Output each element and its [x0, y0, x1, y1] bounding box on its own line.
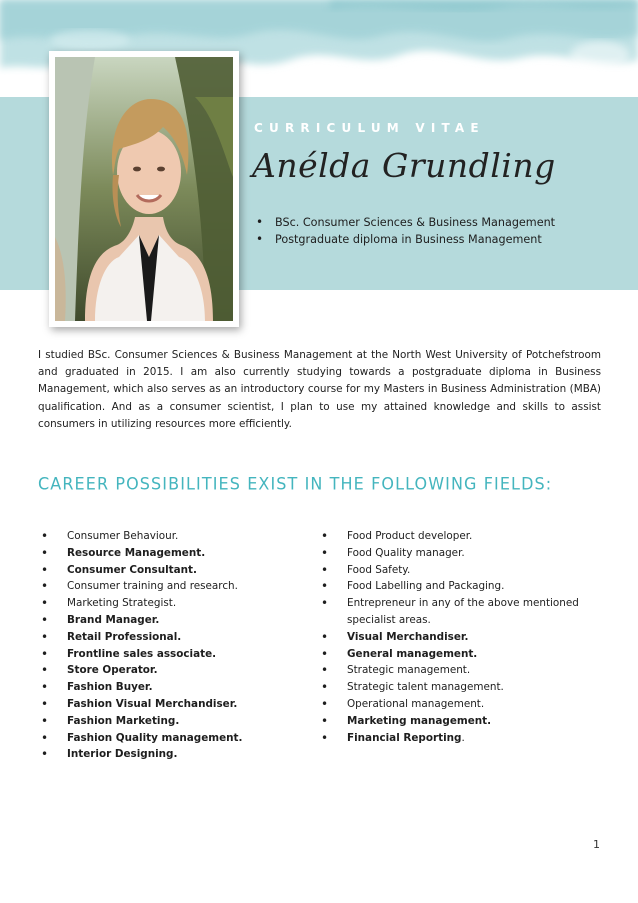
- career-item-label: Operational management.: [347, 697, 485, 710]
- career-item: [41, 612, 311, 629]
- career-item: [321, 629, 581, 646]
- profile-photo: [55, 57, 233, 321]
- career-item-label: Interior Designing.: [67, 748, 178, 761]
- career-item-label: Store Operator.: [67, 664, 158, 677]
- career-list-left: [41, 528, 311, 763]
- career-item-label: Fashion Visual Merchandiser.: [67, 697, 238, 710]
- careers-heading: CAREER POSSIBILITIES EXIST IN THE FOLLOWING FIELDS:: [38, 473, 553, 494]
- career-list-right: [321, 528, 581, 746]
- degree-item: • BSc. Consumer Sciences & Business Management: [256, 214, 555, 231]
- career-item: [321, 578, 581, 595]
- career-item: [41, 696, 311, 713]
- career-item: [321, 662, 581, 679]
- career-item: [41, 679, 311, 696]
- career-item-label: Brand Manager.: [67, 613, 160, 626]
- cv-label: CURRICULUM VITAE: [254, 121, 485, 135]
- career-item-label: Fashion Buyer.: [67, 681, 153, 694]
- degree-list: [256, 214, 555, 248]
- career-item-label: General management.: [347, 647, 478, 660]
- career-item-label: Financial Reporting: [347, 731, 462, 744]
- career-item: [321, 679, 581, 696]
- career-item: [321, 545, 581, 562]
- career-item-label: Consumer Behaviour.: [67, 530, 179, 542]
- career-item-label: Fashion Quality management.: [67, 731, 243, 744]
- career-item-label: Fashion Marketing.: [67, 714, 180, 727]
- career-item-label: Consumer training and research.: [67, 580, 238, 593]
- page-number: 1: [593, 838, 600, 851]
- career-item-label: Strategic talent management.: [347, 681, 504, 694]
- career-item-label: Food Labelling and Packaging.: [347, 580, 505, 593]
- career-item: [41, 730, 311, 747]
- career-item-label: Food Quality manager.: [347, 546, 465, 559]
- career-item: [41, 746, 311, 763]
- career-item: [41, 578, 311, 595]
- career-item-label: Retail Professional.: [67, 630, 182, 643]
- career-item: [41, 713, 311, 730]
- career-item-label: Marketing management.: [347, 714, 492, 727]
- career-item: [321, 696, 581, 713]
- career-item-suffix: .: [461, 731, 465, 744]
- career-item: [41, 528, 311, 545]
- degree-item: • Postgraduate diploma in Business Management: [256, 231, 555, 248]
- career-item: [321, 713, 581, 730]
- career-item-label: Food Product developer.: [347, 530, 473, 542]
- career-item: [41, 545, 311, 562]
- career-item: [321, 646, 581, 663]
- candidate-name: Anélda Grundling: [252, 146, 556, 185]
- career-item-label: Strategic management.: [347, 664, 471, 677]
- career-item: [41, 646, 311, 663]
- career-item-label: Visual Merchandiser.: [347, 630, 469, 643]
- career-item-label: Frontline sales associate.: [67, 647, 217, 660]
- career-item-label: Marketing Strategist.: [67, 597, 177, 610]
- career-item-label: Resource Management.: [67, 546, 206, 559]
- career-item: [321, 595, 581, 629]
- intro-paragraph: I studied BSc. Consumer Sciences & Business Management at the North West University of Potchefstroom and graduated in 2015. I am also currently studying towards a postgraduate diploma in Business Management, which also serves as an introductory course for my Masters in Business Administration (MBA) qualification. And as a consumer scientist, I plan to use my attained knowledge and skills to assist consumers in utilizing resources more efficiently.: [38, 349, 601, 430]
- career-item: [41, 629, 311, 646]
- career-item: [321, 730, 581, 747]
- profile-photo-frame: [49, 51, 239, 327]
- career-item: [41, 595, 311, 612]
- career-item-label: Consumer Consultant.: [67, 563, 197, 576]
- career-item-label: Entrepreneur in any of the above mentioned specialist areas.: [347, 597, 579, 626]
- career-item: [321, 562, 581, 579]
- career-item: [321, 528, 581, 545]
- career-item: [41, 562, 311, 579]
- career-item: [41, 662, 311, 679]
- career-item-label: Food Safety.: [347, 563, 411, 576]
